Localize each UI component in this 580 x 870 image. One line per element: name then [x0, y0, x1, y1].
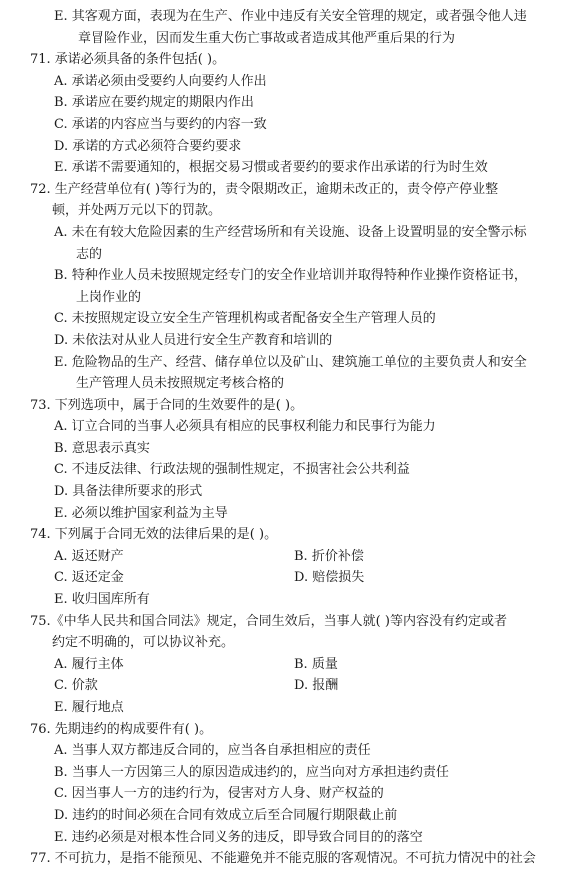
option-e-line1: E. 其客观方面，表现为在生产、作业中违反有关安全管理的规定，或者强令他人违: [54, 9, 527, 24]
q75-option-b: B. 质量: [294, 656, 338, 672]
q74-option-c: C. 返还定金: [54, 570, 124, 586]
q72-option-b-cont: 上岗作业的: [76, 289, 142, 305]
q74-option-e: E. 收归国库所有: [54, 592, 150, 608]
q75-row-ab: [30, 654, 566, 676]
q74-option-d: D. 赔偿损失: [294, 570, 365, 586]
q76-option-c: C. 因当事人一方的违约行为，侵害对方人身、财产权益的: [54, 786, 384, 802]
question-74: 74. 下列属于合同无效的法律后果的是( )。: [30, 527, 278, 543]
q73-option-b: B. 意思表示真实: [54, 440, 150, 456]
q75-option-a: A. 履行主体: [54, 656, 124, 672]
question-77: 77. 不可抗力，是指不能预见、不能避免并不能克服的客观情况。不可抗力情况中的社会: [30, 851, 536, 867]
q73-option-d: D. 具备法律所要求的形式: [54, 484, 203, 500]
q71-option-c: C. 承诺的内容应当与要约的内容一致: [54, 116, 267, 132]
q72-option-a-cont: 志的: [76, 246, 103, 262]
question-75-cont: 约定不明确的，可以协议补充。: [52, 635, 235, 651]
question-72: 72. 生产经营单位有( )等行为的，责令限期改正，逾期未改正的，责令停产停业整: [30, 181, 499, 197]
q71-option-e: E. 承诺不需要通知的，根据交易习惯或者要约的要求作出承诺的行为时生效: [54, 160, 488, 176]
q72-option-e: E. 危险物品的生产、经营、储存单位以及矿山、建筑施工单位的主要负责人和安全: [54, 354, 527, 370]
q74-row-cd: [30, 567, 566, 589]
q75-option-c: C. 价款: [54, 678, 98, 694]
question-73: 73. 下列选项中，属于合同的生效要件的是( )。: [30, 397, 304, 413]
q74-row-ab: [30, 546, 566, 568]
q73-option-e: E. 必须以维护国家利益为主导: [54, 505, 228, 521]
q75-option-e: E. 履行地点: [54, 700, 124, 715]
q75-option-d: D. 报酬: [294, 678, 339, 694]
question-75: 75.《中华人民共和国合同法》规定，合同生效后，当事人就( )等内容没有约定或者: [30, 613, 507, 629]
q71-option-d: D. 承诺的方式必须符合要约要求: [54, 138, 242, 154]
q76-option-b: B. 当事人一方因第三人的原因造成违约的，应当向对方承担违约责任: [54, 764, 449, 780]
q72-option-c: C. 未按照规定设立安全生产管理机构或者配备安全生产管理人员的: [54, 311, 436, 327]
q76-option-a: A. 当事人双方都违反合同的，应当各自承担相应的责任: [54, 743, 371, 759]
q71-option-b: B. 承诺应在要约规定的期限内作出: [54, 95, 254, 111]
q76-option-d: D. 违约的时间必须在合同有效成立后至合同履行期限截止前: [54, 807, 398, 823]
q73-option-c: C. 不违反法律、行政法规的强制性规定，不损害社会公共利益: [54, 462, 410, 478]
q72-option-d: D. 未依法对从业人员进行安全生产教育和培训的: [54, 332, 333, 348]
question-76: 76. 先期违约的构成要件有( )。: [30, 721, 213, 737]
q71-option-a: A. 承诺必须由受要约人向要约人作出: [54, 73, 267, 89]
question-71: 71. 承诺必须具备的条件包括( )。: [30, 52, 226, 68]
q73-option-a: A. 订立合同的当事人必须具有相应的民事权利能力和民事行为能力: [54, 419, 436, 435]
option-e-line2: 章冒险作业，因而发生重大伤亡事故或者造成其他严重后果的行为: [78, 30, 456, 46]
q75-row-cd: [30, 675, 566, 697]
question-72-cont: 顿，并处两万元以下的罚款。: [52, 203, 222, 219]
q72-option-e-cont: 生产管理人员未按照规定考核合格的: [76, 376, 285, 392]
q74-option-a: A. 返还财产: [54, 548, 124, 564]
q72-option-a: A. 未在有较大危险因素的生产经营场所和有关设施、设备上设置明显的安全警示标: [54, 224, 527, 240]
q74-option-b: B. 折价补偿: [294, 548, 364, 564]
q76-option-e: E. 违约必须是对根本性合同义务的违反，即导致合同目的的落空: [54, 829, 423, 845]
q72-option-b: B. 特种作业人员未按照规定经专门的安全作业培训并取得特种作业操作资格证书，: [54, 268, 527, 284]
